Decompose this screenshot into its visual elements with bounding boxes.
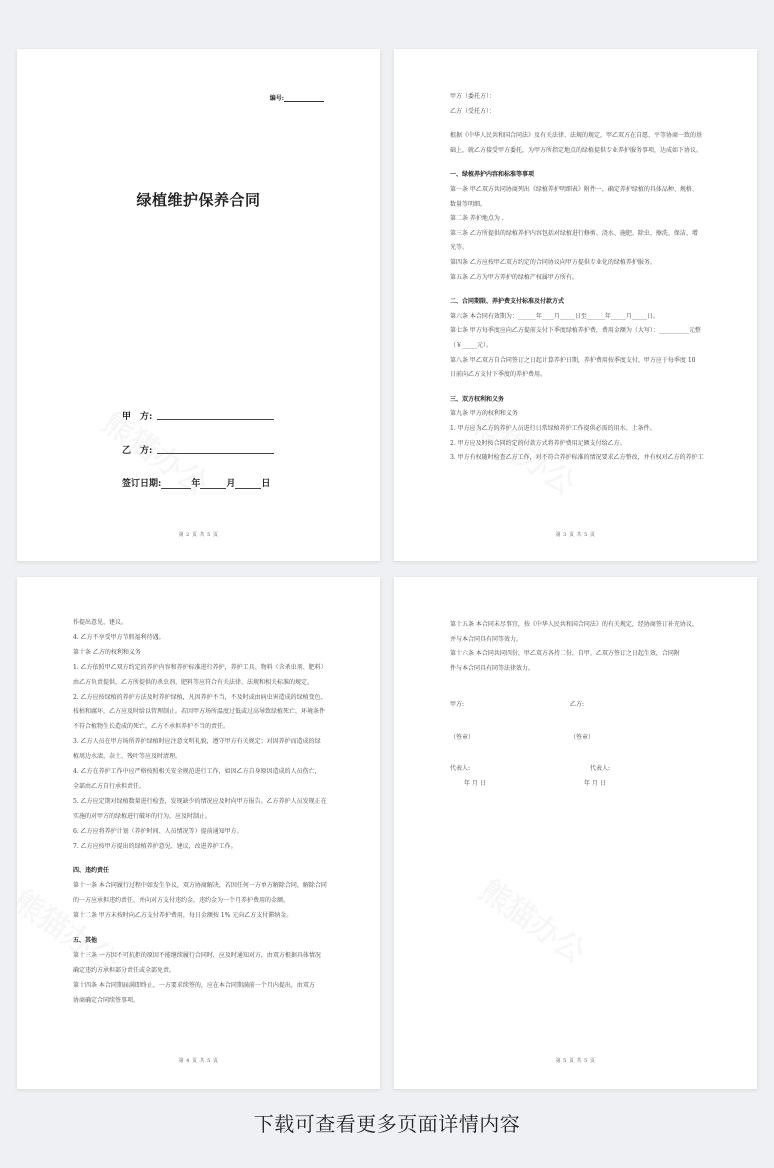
paragraph-line: 根据《中华人民共和国合同法》及有关法律、法规的规定，甲乙双方在自愿、平等协商一致的基 <box>450 132 703 140</box>
serial-number-field <box>270 93 324 102</box>
paragraph-line: 2. 乙方应按绿植的养护方法及时养护绿植，凡因养护不当，不及时或由病虫害造成的绿植变色、 <box>73 693 327 701</box>
paragraph-line: 数量等明细。 <box>450 200 487 208</box>
year-blank <box>161 479 191 489</box>
paragraph-line: 件与本合同具有同等法律效力。 <box>450 664 535 672</box>
paragraph-line: 枝枯和腐坏，乙方应及时给以管理制止。若因甲方场所温度过低或过高导致绿植死亡，环境条件 <box>73 708 326 716</box>
page-footer: 第 4 页 共 5 页 <box>178 1058 219 1064</box>
signing-date-label: 签订日期: <box>122 479 162 489</box>
paragraph-line: 5. 乙方应定期对绿植数量进行检查，发现缺少的情况应及时向甲方报告。乙方养护人员发现正在 <box>73 797 327 805</box>
date-a: 年 月 日 <box>464 780 486 787</box>
paragraph-line: 第一条 甲乙双方共同协商列出《绿植养护明细表》附件一，确定养护绿植的具体品种、规格、 <box>450 186 698 193</box>
watermark <box>472 867 596 972</box>
paragraph-line: 3. 乙方人员在甲方场所养护绿植时应注意文明礼貌，遵守甲方有关规定；对因养护而造成的绿 <box>73 738 321 746</box>
paragraph-line: 的一方应承担违约责任，并向对方支付违约金，违约金为一个月养护费用的金额。 <box>73 897 290 905</box>
paragraph-line: 第十一条 本合同履行过程中如发生争议，双方协商解决，若因任何一方单方解除合同，解除合同 <box>73 882 327 890</box>
section-heading: 三、双方权利和义务 <box>450 395 505 403</box>
section-heading: 二、合同期限、养护费支付标准及付款方式 <box>450 298 565 306</box>
paragraph-line: 第五条 乙方为甲方养护的绿植产权属甲方所有。 <box>450 273 578 281</box>
paragraph-line: 日前向乙方支付下季度的养护费用。 <box>450 371 547 379</box>
paragraph-line: 协商确定合同续签事项。 <box>73 996 140 1004</box>
download-caption: 下载可查看更多页面详情内容 <box>253 1112 521 1136</box>
party-b-field <box>122 443 152 456</box>
paragraph-line: （￥_____元）。 <box>450 342 493 349</box>
paragraph-line: 第六条 本合同有效期为：______年____月_____日至______年_____月_____日。 <box>450 312 659 320</box>
section-heading: 一、绿植养护内容和标准等事项 <box>450 171 535 179</box>
paragraph-line: 第十六条 本合同共同四份，甲乙双方各持二份，自甲、乙双方签订之日起生效，合同附 <box>450 650 680 658</box>
party-a-field <box>122 409 152 422</box>
paragraph-line: 全部由乙方自行承担责任。 <box>73 782 146 790</box>
date-b: 年 月 日 <box>584 780 606 787</box>
party-a-blank <box>157 419 274 420</box>
paragraph-line: 由乙方负责提供，乙方所提供的杀虫剂、肥料等应符合有关法律、法规和相关标准的规定。 <box>73 678 314 686</box>
paragraph-line: 第十三条 一方因不可抗拒的原因不能继续履行合同时，应及时通知对方，由双方根据具体情况 <box>73 951 321 959</box>
paragraph-line: 4. 乙方不享受甲方节假福利待遇。 <box>73 633 165 641</box>
paragraph-line: 第九条 甲方的权利和义务 <box>450 410 518 418</box>
paragraph-line: 第十五条 本合同未尽事宜，按《中华人民共和国合同法》的有关规定，经协商签订补充协议， <box>450 621 698 628</box>
paragraph-line: 并与本合同具有同等效力。 <box>450 635 523 643</box>
paragraph-line: 础上，就乙方接受甲方委托，为甲方所指定地点的绿植提供专业养护服务事项，达成如下协议。 <box>450 146 703 154</box>
paragraph-line: 第七条 甲方每季度应向乙方提前支付下季度绿植养护费，费用金额为（大写）：__________元整 <box>450 327 701 335</box>
serial-number-blank <box>284 95 324 102</box>
paragraph-line: 第二条 养护地点为 . <box>450 215 504 223</box>
contract-title: 绿植维护保养合同 <box>136 191 261 209</box>
document-page-4 <box>17 577 380 1089</box>
paragraph-line: 1. 甲方应为乙方的养护人员进行日常绿植养护工作提供必需的用水、土条件。 <box>450 425 656 432</box>
signature-party-b: 乙方: <box>570 701 585 708</box>
paragraph-line: 1. 乙方依照甲乙双方约定的养护内容和养护标准进行养护，养护工具、物料（含杀虫剂、肥料） <box>73 663 327 671</box>
paragraph-line: 第十四条 本合同期届满即终止，一方要求续签的，应在本合同期满前一个月内提出，由双方 <box>73 981 315 989</box>
paragraph-line: 实施的对甲方的绿植进行破坏的行为，应及时制止。 <box>73 812 212 820</box>
party-a-label: 甲 方: <box>122 412 153 422</box>
document-page-2 <box>17 49 380 561</box>
paragraph-line: 甲方（委托方）： <box>450 93 496 100</box>
paragraph-line: 4. 乙方在养护工作中应严格按照相关安全规范进行工作，如因乙方自身原因造成的人员伤亡， <box>73 768 321 775</box>
paragraph-line: 第十条 乙方的权利和义务 <box>73 648 141 656</box>
page-footer: 第 5 页 共 5 页 <box>555 1058 596 1064</box>
paragraph-line: 作提出意见、建议。 <box>73 619 128 626</box>
paragraph-line: 第四条 乙方应按甲乙双方约定的合同协议向甲方提供专业化的绿植养护服务。 <box>450 259 656 266</box>
paragraph-line: 第八条 甲乙双方自合同签订之日起计算养护日期，养护费用按季度支付，甲方应于每季度 10 <box>450 356 696 364</box>
month-blank <box>200 479 226 489</box>
representative-a: 代表人: <box>450 765 471 772</box>
seal-party-b: （签章） <box>570 734 595 741</box>
day-blank <box>235 479 261 489</box>
paragraph-line: 不符合植物生长造成的死亡，乙方不承担养护不当的责任。 <box>73 723 230 731</box>
paragraph-line: 3. 甲方有权随时检查乙方工作，对不符合养护标准的情况要求乙方整改，并有权对乙方的养护工 <box>450 454 704 462</box>
paragraph-line: 乙方（受托方）： <box>450 107 496 115</box>
paragraph-line: 植周边水渍、杂土、残叶等应及时清理。 <box>73 753 182 761</box>
party-b-blank <box>157 453 274 454</box>
paragraph-line: 2. 甲方应及时按合同约定的付款方式将养护费用足额支付给乙方。 <box>450 439 626 447</box>
page-footer: 第 3 页 共 5 页 <box>555 532 596 538</box>
document-page-5 <box>394 577 757 1089</box>
paragraph-line: 光等。 <box>450 244 469 252</box>
paragraph-line: 第十二条 甲方未按时向乙方支付养护费用，每日金额按 1% 元向乙方支付滞纳金。 <box>73 912 293 920</box>
signing-date-field <box>122 476 270 489</box>
signature-party-a: 甲方: <box>450 701 465 708</box>
representative-b: 代表人: <box>590 765 611 772</box>
month-label: 月 <box>226 479 236 489</box>
day-label: 日 <box>261 479 271 489</box>
seal-party-a: （签章） <box>450 734 475 741</box>
page-footer: 第 2 页 共 5 页 <box>178 532 219 538</box>
paragraph-line: 第三条 乙方所提供的绿植养护内容包括对绿植进行修剪、浇水、施肥、除虫、擦洗、保洁、增 <box>450 229 698 237</box>
paragraph-line: 7. 乙方应按甲方提出的绿植养护意见、建议，改进养护工作。 <box>73 842 237 850</box>
party-b-label: 乙 方: <box>122 446 153 456</box>
paragraph-line: 确定违约方承担部分责任或全部免责。 <box>73 966 176 974</box>
section-heading: 四、违约责任 <box>73 867 110 875</box>
section-heading: 五、其他 <box>73 937 98 944</box>
document-page-3 <box>394 49 757 561</box>
paragraph-line: 6. 乙方应将养护计划（养护时间、人员情况等）提前通知甲方。 <box>73 827 243 835</box>
year-label: 年 <box>191 479 201 489</box>
serial-number-label: 编号: <box>269 95 284 102</box>
